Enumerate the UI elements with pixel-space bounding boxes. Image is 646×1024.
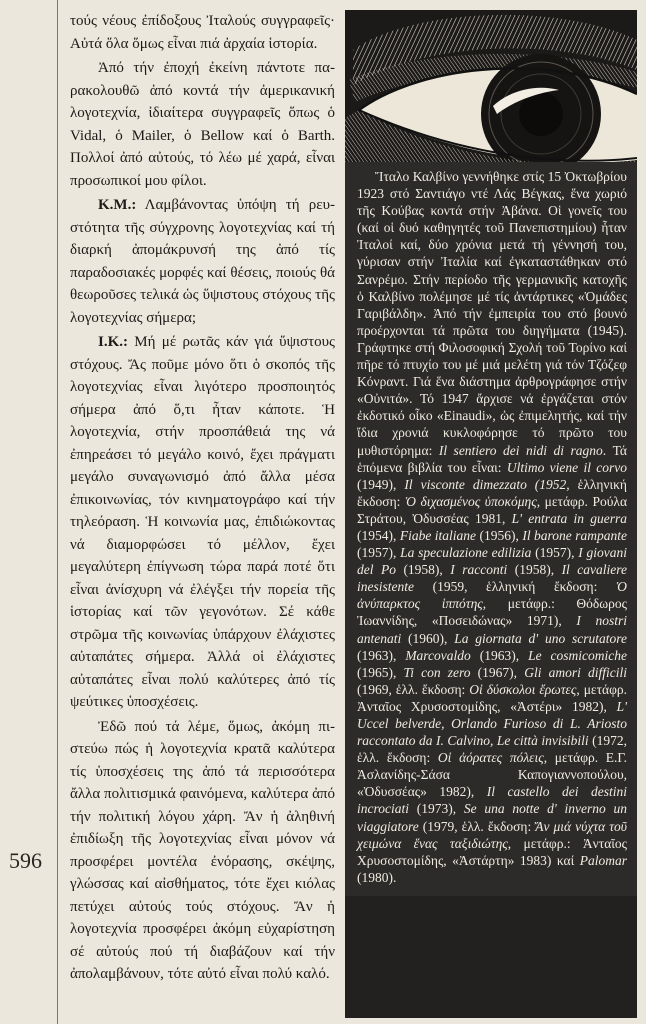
answer-text: Μή μέ ρωτᾶς κάν γιά ὕψιστους στόχους. Ἄς ποῦμε μόνο ὅτι ὁ σκοπός τῆς λογοτεχνίας εἶναι λιγότερο προσποιητός σήμερα ἀπό ὅ,τι ἦταν κάποτε. Ἡ λογοτεχνία, στήν προσπάθειά της νά ἐπηρεάσει τό μεγάλο κοινό, ἔχει πράγματι μεγάλο συναγωνισμό ἀπό ἄλλα μέσα ἐπικοινωνίας, τόν κινηματογράφο καί τήν τηλεόραση. Ἡ κοινωνία μας, ἐπιδιώκοντας νά διαμορφώσει τό μέλλον, ἔχει μεγαλύτερη ἐπίγνωση τώρα παρά ποτέ ὅτι εἶναι ἀνίσχυρη νά ἐλέγξει τήν πορεία τῆς ἱστορίας καί τῶν γεγονότων. Σέ κάθε στρῶμα τῆς κοινωνίας ὑπάρχουν ἐλάχιστες αὐταπάτες σήμερα. Ἀλλά οἱ ἐλάχιστες αὐταπάτες εἶναι πολύ καλύτερες ἀπό τίς ψεύτικες ὑποσχέσεις. xyxy=(70,334,335,710)
bio-text: , μετάφρ. Ἀνταῖος Χρυσοστομίδης, «Ἀστέρι» 1982), xyxy=(357,681,628,714)
bio-text: , μετάφρ. Ρούλα Στράτου, Ὀδυσσέας 1981, xyxy=(357,493,628,526)
bio-text: (1969, ἑλλ. ἔκδοση: xyxy=(357,681,470,697)
bio-text: . Τά ἑπόμενα βιβλία του εἶναι: xyxy=(357,442,627,475)
book-title: Ὁ ἀνύπαρκτος ἱππότης xyxy=(357,579,627,612)
book-title: Οἱ ἀόρατες πόλεις xyxy=(437,750,544,766)
paragraph: Ἀπό τήν ἐποχή ἐκείνη πάντοτε παρακολουθῶ ἀπό κοντά τήν ἀμερικανική λογοτεχνία, ἰδιαίτερα συγγραφεῖς ὅπως ὁ Vidal, ὁ Mailer, ὁ Bellow καί ὁ Barth. Πολλοί ἀπό αὐτούς, τό λέω μέ χαρά, εἶναι προσωπικοί μου φίλοι. xyxy=(70,60,335,189)
bio-text: , μετάφρ. Ε.Γ. Ἀσλανίδης-Σάσα Καπογιαννοπούλου, «Ὀδυσσέας» 1982), xyxy=(357,750,627,800)
bio-text: (1957), xyxy=(531,545,579,561)
book-title: I nostri antenati xyxy=(357,613,627,646)
book-title: Οἱ δύσκολοι ἔρωτες xyxy=(469,681,577,697)
book-title: Ὁ διχασμένος ὑποκόμης xyxy=(404,493,537,509)
bio-text: (1954), xyxy=(357,527,400,543)
interview-column xyxy=(70,10,335,988)
book-title: Il sentiero dei nidi di ragno xyxy=(438,442,603,458)
book-title: Fiabe italiane xyxy=(399,527,477,543)
book-title: Il castello dei destini incrociati xyxy=(357,784,627,817)
question-paragraph xyxy=(70,194,335,329)
speaker-label: Ι.Κ.: xyxy=(98,334,128,350)
bio-text: (1967), xyxy=(470,664,525,680)
speaker-label: Κ.Μ.: xyxy=(98,197,137,213)
bio-text: (1979, ἑλλ. ἔκδοση: xyxy=(418,818,536,834)
bio-text: , μετάφρ.: Ἀνταῖος Χρυσοστομίδης, «Ἀστάρτη» 1983) καί xyxy=(357,835,628,868)
book-title: Il cavaliere inesistente xyxy=(357,562,627,595)
bio-text: (1963), xyxy=(470,647,529,663)
bio-text: (1965), xyxy=(357,664,404,680)
bio-text: (1980). xyxy=(357,869,397,885)
biography-paragraph xyxy=(357,168,627,886)
bio-text: Ἴταλο Καλβίνο γεννήθηκε στίς 15 Ὀκτωβρίου 1923 στό Σαντιάγο ντέ Λάς Βέγκας, ἕνα χωριό τῆς Κούβας κοντά στήν Ἀβάνα. Οἱ γονεῖς του (καί οἱ δυό καθηγητές τοῦ Πανεπιστημίου) ἦταν Ἰταλοί καί, δύο χρόνια μετά τή γέννησή του, γύρισαν στήν Ἰταλία καί ἐγκαταστάθηκαν στό Σανρέμο. Στήν περίοδο τῆς γερμανικῆς κατοχῆς ὁ Καλβίνο πολέμησε μέ τίς ἀντάρτικες «Ὁμάδες Γαριβάλδη». Ἀπό τήν ἐμπειρία του στό βουνό προέρχονται τά πρῶτα του διηγήματα (1945). Γράφτηκε στή Φιλοσοφική Σχολή τοῦ Τορίνο καί πῆρε τό πτυχίο του μέ μιά μελέτη γιά τόν Τζόζεφ Κόνραντ. Γιά ἕνα διάστημα ἀρθρογράφησε στήν «Οὐνιτά». Τό 1947 ἄρχισε νά ἐργάζεται στόν ἐκδοτικό οἶκο «Einaudi», ὡς ἐπιμελητής, καί τήν ἴδια χρονιά κυκλοφόρησε τό πρῶτο του μυθιστόρημα: xyxy=(357,169,627,458)
biography-text xyxy=(345,162,637,896)
book-title: L' entrata in guerra xyxy=(511,510,627,526)
book-title: L' Uccel belverde, Orlando Furioso di L. Ariosto raccontato da I. Calvino, Le città invisibili xyxy=(357,698,627,749)
page-number: 596 xyxy=(9,848,42,873)
bio-text: (1956), xyxy=(476,527,523,543)
book-title: La giornata d' uno scrutatore xyxy=(454,630,627,646)
book-title: Palomar xyxy=(579,852,627,868)
bio-text: (1973), xyxy=(409,801,464,817)
book-title: Le cosmicomiche xyxy=(528,647,627,663)
book-title: Gli amori difficili xyxy=(524,664,627,680)
book-title: I giovani del Po xyxy=(357,545,627,578)
book-title: La speculazione edilizia xyxy=(400,545,532,561)
bio-text: (1972, ἑλλ. ἔκδοση: xyxy=(357,733,627,766)
book-title: Marcovaldo xyxy=(405,647,471,663)
biography-sidebar xyxy=(345,10,637,1018)
bio-text: (1957), xyxy=(357,545,401,561)
question-text: Λαμβάνοντας ὑπόψη τή ρευστότητα τῆς σύγχρονης λογοτεχνίας καί τή διαρκή ἀπομάκρυνσή της ἀπό τίς παραδοσιακές μορφές καί θέσεις, ποιούς θά θεωροῦσες τελικά ὡς ὕψιστους στόχους τῆς λογοτεχνίας σήμερα; xyxy=(70,197,335,326)
book-title: Il barone rampante xyxy=(522,527,627,543)
bio-text: (1949), xyxy=(357,476,405,492)
book-title: Ἄν μιά νύχτα τοῦ χειμώνα ἕνας ταξιδιώτης xyxy=(357,818,627,851)
book-title: Ultimo viene il corvo xyxy=(506,459,627,475)
book-title: I racconti xyxy=(450,562,508,578)
margin-rule xyxy=(57,0,58,1024)
bio-text: ἑλληνική ἔκδοση: xyxy=(357,476,627,509)
bio-text: (1958), xyxy=(395,562,451,578)
bio-text: (1959, ἑλληνική ἔκδοση: xyxy=(414,579,616,595)
bio-text: (1960), xyxy=(401,630,455,646)
book-title: Il visconte dimezzato (1952, xyxy=(404,476,570,492)
bio-text: (1958), xyxy=(507,562,562,578)
bio-text: (1963), xyxy=(357,647,406,663)
book-title: Se una notte d' inverno un viaggiatore xyxy=(357,801,627,834)
eye-illustration xyxy=(345,10,637,180)
book-title: Ti con zero xyxy=(403,664,471,680)
answer-paragraph xyxy=(70,331,335,714)
paragraph: Ἐδῶ πού τά λέμε, ὅμως, ἀκόμη πιστεύω πώς ἡ λογοτεχνία κρατᾶ καλύτερα τίς ὑποσχέσεις της ἀπό τά περισσότερα ἄλλα πολιτισμικά φαινόμενα, καλύτερα ἀπό τήν πολιτική λόγου χάρη. Ἄν ἡ ἀληθινή ἐπιδίωξη τῆς λογοτεχνίας εἶναι μόνον νά προσφέρει μοντέλα ἐνόρασης, σκέψης, γλώσσας καί αἰσθήματος, τότε ἔχει κιόλας πετύχει αὐτούς τούς στόχους. Ἄν ἡ λογοτεχνία προσφέρει ἀκόμη εὐχαρίστηση σέ αὐτούς πού τή διαβάζουν καί τήν ἀπολαμβάνουν, τότε αὐτό εἶναι πολύ καλό. xyxy=(70,718,335,982)
bio-text: , μετάφρ.: Θόδωρος Ἰωαννίδης, «Ποσειδώνας» 1971), xyxy=(357,596,627,629)
paragraph: τούς νέους ἐπίδοξους Ἰταλούς συγγραφεῖς· Αὐτά ὅλα ὅμως εἶναι πιά ἀρχαία ἱστορία. xyxy=(70,13,335,52)
